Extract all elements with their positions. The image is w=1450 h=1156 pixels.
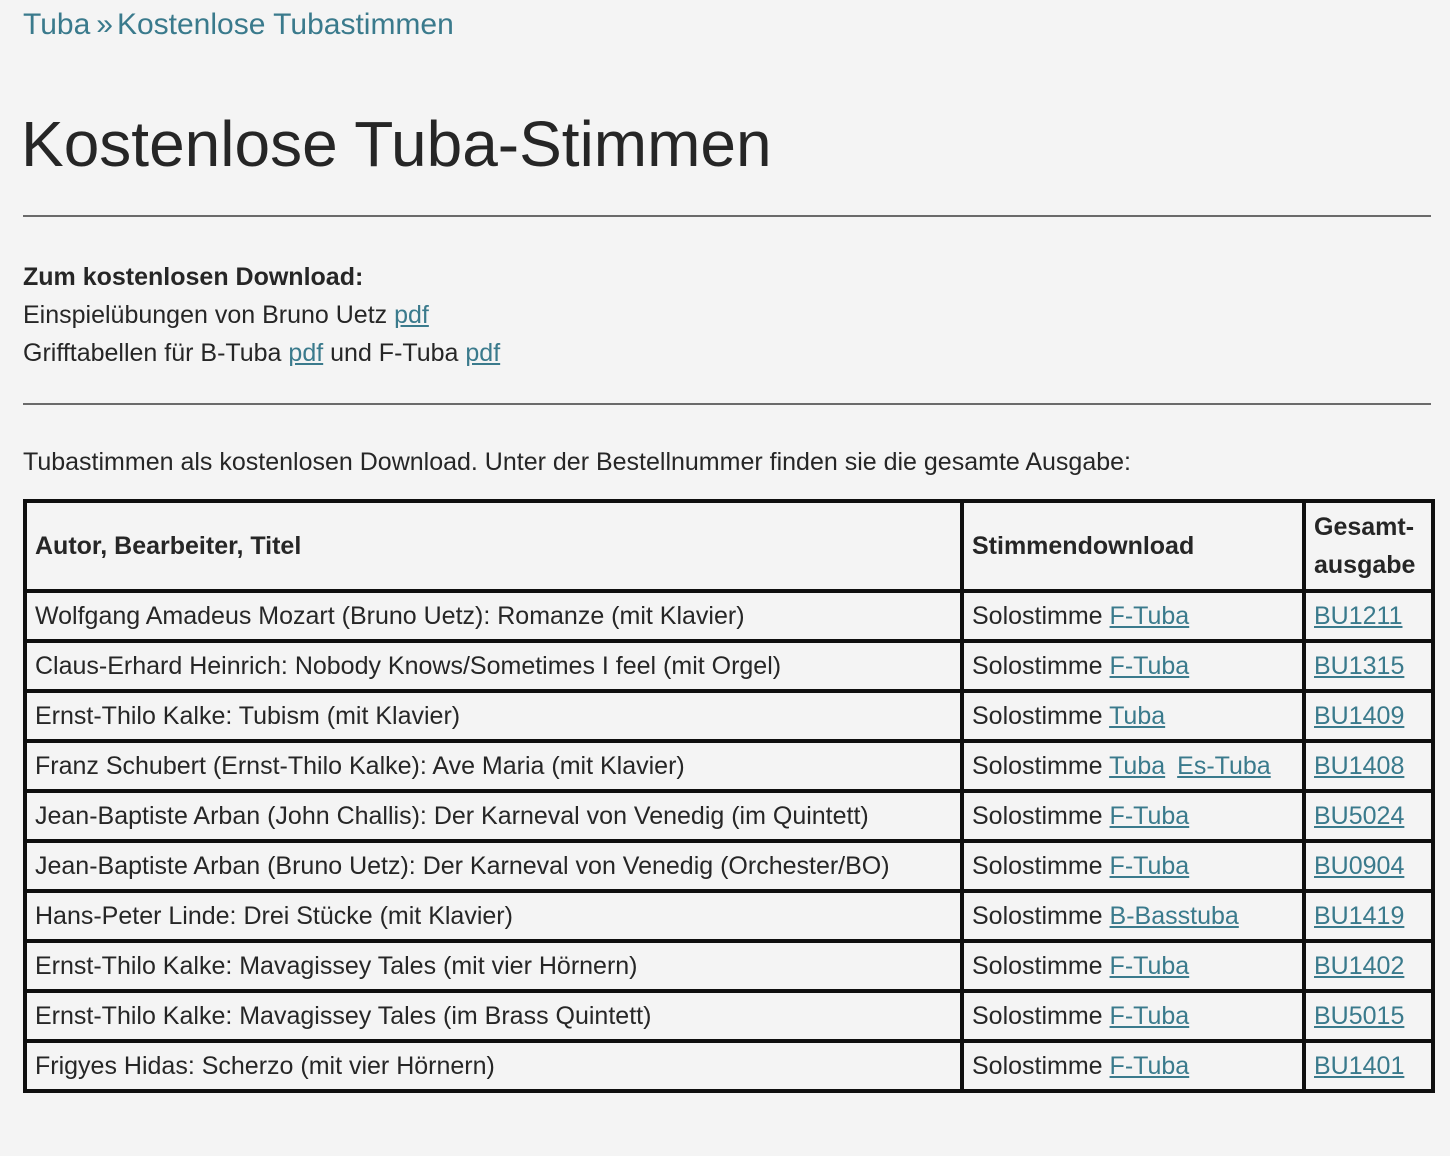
divider [23, 215, 1431, 217]
cell-title: Ernst-Thilo Kalke: Mavagissey Tales (mit vier Hörnern) [25, 941, 962, 991]
cell-download [962, 1041, 1304, 1091]
table-row [25, 941, 1433, 991]
table-row [25, 891, 1433, 941]
table-row [25, 741, 1433, 791]
solo-part-label: Solostimme [972, 1001, 1103, 1030]
fingering-f-tuba-pdf-link[interactable]: pdf [465, 339, 501, 367]
table-row [25, 991, 1433, 1041]
cell-download [962, 991, 1304, 1041]
divider [23, 403, 1431, 405]
part-download-link[interactable]: Es-Tuba [1177, 751, 1271, 780]
cell-title: Ernst-Thilo Kalke: Mavagissey Tales (im Brass Quintett) [25, 991, 962, 1041]
cell-download [962, 591, 1304, 641]
column-header-edition-line2: ausgabe [1314, 551, 1416, 579]
cell-order-number [1304, 591, 1433, 641]
solo-part-label: Solostimme [972, 701, 1103, 730]
table-row [25, 691, 1433, 741]
breadcrumb [23, 8, 454, 42]
order-number-link[interactable]: BU1401 [1314, 1051, 1405, 1080]
solo-part-label: Solostimme [972, 601, 1103, 630]
fingering-b-tuba-pdf-link[interactable]: pdf [288, 339, 324, 367]
cell-download [962, 891, 1304, 941]
cell-download [962, 841, 1304, 891]
cell-order-number [1304, 991, 1433, 1041]
breadcrumb-home-link[interactable]: Tuba [23, 8, 91, 41]
breadcrumb-separator: » [96, 8, 113, 41]
solo-part-label: Solostimme [972, 901, 1103, 930]
order-number-link[interactable]: BU1211 [1314, 601, 1403, 630]
cell-download [962, 691, 1304, 741]
cell-download [962, 791, 1304, 841]
cell-download [962, 741, 1304, 791]
part-download-link[interactable]: F-Tuba [1109, 1001, 1190, 1030]
order-number-link[interactable]: BU1315 [1314, 651, 1405, 680]
cell-order-number [1304, 791, 1433, 841]
column-header-download: Stimmendownload [962, 501, 1304, 591]
part-download-link[interactable]: F-Tuba [1109, 951, 1190, 980]
order-number-link[interactable]: BU1419 [1314, 901, 1405, 930]
table-row [25, 841, 1433, 891]
order-number-link[interactable]: BU1402 [1314, 951, 1405, 980]
order-number-link[interactable]: BU0904 [1314, 851, 1405, 880]
part-download-link[interactable]: Tuba [1109, 751, 1166, 780]
order-number-link[interactable]: BU5015 [1314, 1001, 1405, 1030]
part-download-link[interactable]: F-Tuba [1109, 601, 1190, 630]
column-header-title: Autor, Bearbeiter, Titel [25, 501, 962, 591]
order-number-link[interactable]: BU5024 [1314, 801, 1405, 830]
fingering-text-f: und F-Tuba [330, 339, 459, 367]
cell-title: Jean-Baptiste Arban (Bruno Uetz): Der Karneval von Venedig (Orchester/BO) [25, 841, 962, 891]
solo-part-label: Solostimme [972, 651, 1103, 680]
cell-title: Wolfgang Amadeus Mozart (Bruno Uetz): Romanze (mit Klavier) [25, 591, 962, 641]
intro-text: Tubastimmen als kostenlosen Download. Unter der Bestellnummer finden sie die gesamte Ausgabe: [23, 448, 1131, 476]
part-download-link[interactable]: Tuba [1109, 701, 1166, 730]
fingering-text-b: Grifftabellen für B-Tuba [23, 339, 282, 367]
part-download-link[interactable]: F-Tuba [1109, 651, 1190, 680]
cell-order-number [1304, 1041, 1433, 1091]
solo-part-label: Solostimme [972, 851, 1103, 880]
cell-download [962, 641, 1304, 691]
download-line-exercises [23, 296, 500, 334]
cell-title: Claus-Erhard Heinrich: Nobody Knows/Sometimes I feel (mit Orgel) [25, 641, 962, 691]
cell-title: Jean-Baptiste Arban (John Challis): Der Karneval von Venedig (im Quintett) [25, 791, 962, 841]
download-line-fingering-charts [23, 334, 500, 372]
cell-order-number [1304, 891, 1433, 941]
cell-title: Frigyes Hidas: Scherzo (mit vier Hörnern) [25, 1041, 962, 1091]
page-title: Kostenlose Tuba-Stimmen [21, 108, 772, 180]
table-header-row [25, 501, 1433, 591]
downloads-heading: Zum kostenlosen Download: [23, 263, 364, 291]
part-download-link[interactable]: F-Tuba [1109, 1051, 1190, 1080]
solo-part-label: Solostimme [972, 801, 1103, 830]
exercises-pdf-link[interactable]: pdf [394, 301, 429, 329]
solo-part-label: Solostimme [972, 951, 1103, 980]
solo-part-label: Solostimme [972, 751, 1103, 780]
order-number-link[interactable]: BU1408 [1314, 751, 1405, 780]
exercises-text: Einspielübungen von Bruno Uetz [23, 301, 388, 329]
table-row [25, 1041, 1433, 1091]
part-download-link[interactable]: F-Tuba [1109, 851, 1190, 880]
cell-order-number [1304, 741, 1433, 791]
free-downloads-section [23, 258, 500, 372]
table-row [25, 791, 1433, 841]
breadcrumb-current-link[interactable]: Kostenlose Tubastimmen [116, 8, 454, 41]
part-download-link[interactable]: F-Tuba [1109, 801, 1190, 830]
cell-order-number [1304, 841, 1433, 891]
column-header-edition [1304, 501, 1433, 591]
cell-order-number [1304, 941, 1433, 991]
order-number-link[interactable]: BU1409 [1314, 701, 1405, 730]
cell-title: Franz Schubert (Ernst-Thilo Kalke): Ave Maria (mit Klavier) [25, 741, 962, 791]
cell-download [962, 941, 1304, 991]
cell-title: Hans-Peter Linde: Drei Stücke (mit Klavier) [25, 891, 962, 941]
tuba-parts-table [23, 499, 1435, 1093]
cell-order-number [1304, 691, 1433, 741]
table-row [25, 591, 1433, 641]
cell-order-number [1304, 641, 1433, 691]
solo-part-label: Solostimme [972, 1051, 1103, 1080]
part-download-link[interactable]: B-Basstuba [1109, 901, 1239, 930]
table-row [25, 641, 1433, 691]
cell-title: Ernst-Thilo Kalke: Tubism (mit Klavier) [25, 691, 962, 741]
column-header-edition-line1: Gesamt- [1314, 513, 1415, 541]
